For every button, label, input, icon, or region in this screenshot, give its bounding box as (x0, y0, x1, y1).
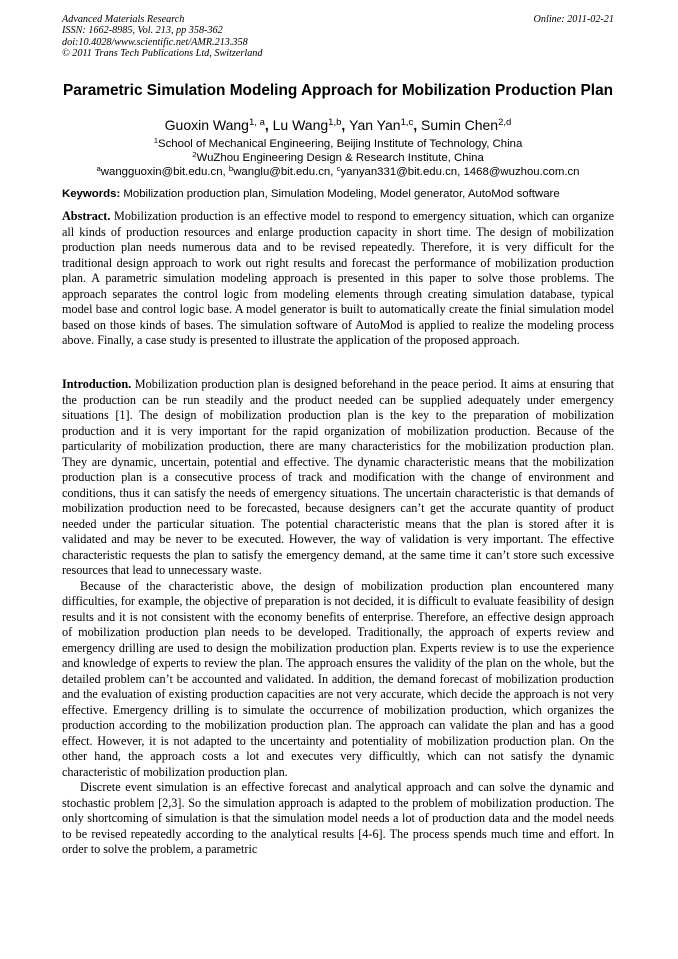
intro-paragraph-2: Because of the characteristic above, the design of mobilization production plan encountered many difficulties, for example, the objective of preparation is not decided, it is difficult to evaluate feasibility of design results and it is not consistent with the economy benefits of enterprise. Therefore, an effective design approach of mobilization production plan needs to be developed. Traditionally, the approach of experts review and emergency drilling are used to design the mobilization production plan. Experts review is to use the experience and knowledge of experts to review the plan. The approach ensures the validity of the plan on the whole, but the detailed problem can’t be accounted and validated. In addition, the demand forecast of mobilization production and the evaluation of existing production capacities are not very accurate, which decide the approach is not very effective. Emergency drilling is to simulate the occurrence of mobilization production, which organizes the production according to the mobilization production plan. The approach can validate the plan and has a good effect. However, it is not adapted to the uncertainty and potentiality of mobilization production plan. On the other hand, the approach costs a lot and executes very difficultly, which can not satisfy the dynamic characteristic of mobilization production plan. (62, 578, 614, 779)
keywords-label: Keywords: (62, 188, 121, 200)
paper-title: Parametric Simulation Modeling Approach for Mobilization Production Plan (62, 82, 614, 99)
affiliation-text: School of Mechanical Engineering, Beijing Institute of Technology, China (158, 138, 523, 150)
introduction-section (62, 377, 614, 858)
email-text: yanyan331@bit.edu.cn, 1468@wuzhou.com.cn (340, 166, 580, 178)
email-line (62, 165, 614, 179)
author-name: Sumin Chen (421, 117, 499, 133)
author-sup: 1, a (248, 117, 265, 129)
email-text: wanglu@bit.edu.cn, (233, 166, 337, 178)
intro-paragraph-3: Discrete event simulation is an effective forecast and analytical approach and can solve the dynamic and stochastic problem [2,3]. So the simulation approach is adapted to the problem of mobilization production. The only shortcoming of simulation is that the simulation model needs a lot of production data and the model needs to be revised repeatedly according to the analytical results [4-6]. The process spends much time and effort. In order to solve the problem, a parametric (62, 780, 614, 856)
email-text: wangguoxin@bit.edu.cn, (100, 166, 229, 178)
author-name: Lu Wang (272, 117, 329, 133)
keywords-text: Mobilization production plan, Simulation Modeling, Model generator, AutoMod software (120, 188, 560, 200)
author-sep: , (264, 117, 273, 133)
online-date: Online: 2011-02-21 (533, 14, 614, 25)
author-sup: 1,b (328, 117, 342, 129)
abstract-label: Abstract. (62, 209, 111, 223)
journal-name: Advanced Materials Research (62, 14, 185, 25)
abstract-paragraph (62, 209, 614, 349)
author-sep: , (341, 117, 350, 133)
abstract-text: Mobilization production is an effective model to respond to emergency situation, which can organize all kinds of production resources and enlarge production capacity in short time. The design of mobilization production plan needs numerous data and to be revised repeatedly. Therefore, it is very difficult for the traditional design approach to work out right results and forecast the performance of mobilization production plan. A parametric simulation modeling approach is presented in this paper to solve those problems. The approach separates the control logic from modeling elements through creating simulation database, typical model base and control logic base. A model generator is built to automatically create the finial simulation model based on those kinds of bases. The simulation software of AutoMod is applied to realize the modeling process above. Finally, a case study is presented to illustrate the application of the proposed approach. (62, 209, 614, 347)
email-sup: a (96, 163, 101, 173)
affiliation-text: WuZhou Engineering Design & Research Institute, China (196, 152, 484, 164)
email-sup: c (336, 163, 341, 173)
keywords-line (62, 187, 622, 201)
running-header (62, 14, 614, 60)
author-name: Guoxin Wang (164, 117, 249, 133)
doi-line: doi:10.4028/www.scientific.net/AMR.213.358 (62, 36, 248, 48)
affiliation-sup: 2 (192, 149, 197, 159)
author-list (62, 117, 614, 134)
author-sup: 1,c (400, 117, 414, 129)
author-name: Yan Yan (349, 117, 401, 133)
affiliation-1 (62, 137, 614, 151)
author-sup: 2,d (498, 117, 512, 129)
issn-line: ISSN: 1662-8985, Vol. 213, pp 358-362 (62, 25, 223, 37)
affiliation-2 (62, 151, 614, 165)
abstract-section (62, 209, 614, 349)
intro-paragraph-1 (62, 377, 614, 579)
intro-text-1: Mobilization production plan is designed beforehand in the peace period. It aims at ensuring that the production can be run steadily and the product needed can be supplied adequately under emergency situations [1]. The design of mobilization production plan is the key to the preparation of mobilization production and it is very important for the rapid organization of mobilization production. Because of the particularity of mobilization production, there are many characteristics for the mobilization production plan. They are dynamic, uncertain, potential and effective. The dynamic characteristic means that the mobilization production plan is a consecutive process of track and modification with the change of environment and conditions, thus it can satisfy the needs of emergency situations. The uncertain characteristic is that demands of mobilization production need to be forecasted, because designers can’t get the accurate quantity of product needed under the particular situation. The potential characteristic means that the plan is stored after it is validated and may be never to be executed. However, the way of validation is very important. The effective characteristic requests the plan to satisfy the emergency demand, at the same time it can’t store such excessive resources that lead to unnecessary waste. (62, 377, 614, 577)
affiliation-sup: 1 (153, 135, 158, 145)
author-sep: , (413, 117, 422, 133)
introduction-label: Introduction. (62, 377, 132, 391)
copyright-line: © 2011 Trans Tech Publications Ltd, Switzerland (62, 48, 263, 60)
email-sup: b (228, 163, 234, 173)
